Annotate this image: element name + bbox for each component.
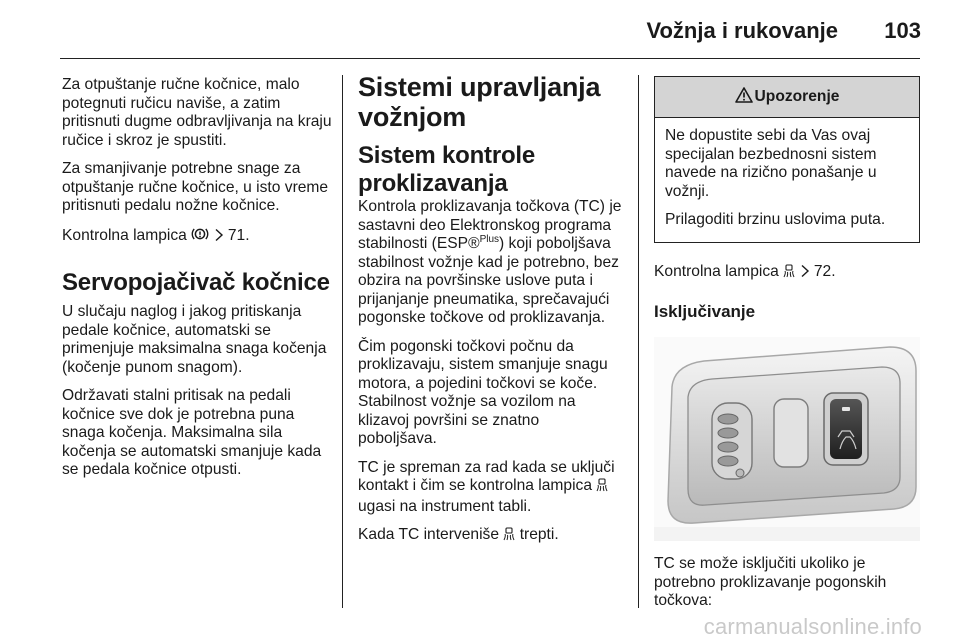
paragraph-tc-deactivate: TC se može isključiti ukoliko je potrebno proklizavanje pogonskih točkova:	[654, 555, 887, 609]
brake-lamp-label: Kontrolna lampica	[62, 226, 187, 244]
section-heading-driving-systems: Sistemi upravljanja vožnjom	[358, 72, 601, 132]
paragraph-release-handbrake: Za otpuštanje ručne kočnice, malo potegnuti ručicu naviše, a zatim pritisnuti dugme odbravljivanja na kraju ručice i skroz je spustiti.	[62, 76, 332, 149]
tc-intervenes-text: Kada TC interveniše	[358, 526, 499, 543]
column-left	[62, 76, 334, 490]
tc-description-text-cont: ) koji poboljšava stabilnost vožnje kad je potrebno, bez obzira na površinske uslove puta i prijanjanje pneumatika, sprečavajući pogonske točkove od proklizavanja.	[358, 235, 619, 326]
esp-plus-superscript: Plus	[479, 233, 500, 245]
tc-lamp-label: Kontrolna lampica	[654, 262, 779, 280]
subsection-heading-deactivation: Isključivanje	[654, 302, 756, 321]
traction-control-lamp-icon	[783, 264, 795, 284]
tc-description-text: Kontrola proklizavanja točkova (TC) je sastavni deo Elektronskog programa stabilnosti (ESP®	[358, 198, 622, 252]
paragraph-reduce-force: Za smanjivanje potrebne snage za otpuštanje ručne kočnice, u isto vreme pritisnuti pedalu nožne kočnice.	[62, 160, 329, 214]
tc-ready-text-cont: ugasi na instrument tabli.	[358, 497, 532, 515]
page-header-title: Vožnja i rukovanje	[646, 18, 838, 43]
warning-text-1: Ne dopustite sebi da Vas ovaj specijalan bezbednosni sistem navede na rizično ponašanje u vožnji.	[665, 127, 877, 200]
paragraph-tc-operation: Čim pogonski točkovi počnu da proklizavaju, sistem smanjuje snagu motora, a pojedini točkovi se koče. Stabilnost vožnje sa vozilom na klizavoj površini se znatno poboljšava.	[358, 337, 608, 447]
traction-control-lamp-icon	[596, 478, 608, 498]
warning-title: Upozorenje	[754, 88, 840, 105]
tc-ready-text: TC je spreman za rad kada se uključi kontakt i čim se kontrolna lampica	[358, 458, 615, 494]
subsection-heading-traction-control: Sistem kontrole proklizavanja	[358, 142, 536, 197]
paragraph-hold-pressure: Održavati stalni pritisak na pedali kočnice sve dok je potrebna puna snaga kočenja. Maksimalna sila kočenja se automatski smanjuje kada se pedala kočnice otpusti.	[62, 387, 322, 478]
warning-header	[655, 77, 919, 118]
paragraph-brake-assist: U slučaju naglog i jakog pritiskanja pedale kočnice, automatski se primenjuje maksimalna snaga kočenja (kočenje punom snagom).	[62, 303, 327, 376]
tc-intervenes-text-cont: trepti.	[519, 526, 559, 543]
warning-box	[654, 76, 920, 243]
paragraph-tc-intervenes	[358, 526, 622, 547]
brake-warning-lamp-icon	[191, 226, 209, 248]
warning-text-2: Prilagoditi brzinu uslovima puta.	[665, 211, 886, 228]
column-middle	[358, 72, 622, 557]
warning-body	[655, 118, 919, 242]
traction-control-lamp-icon	[503, 527, 515, 547]
section-heading-brake-assist: Servopojačivač kočnice	[62, 269, 330, 296]
page-reference-72[interactable]: 72.	[813, 262, 836, 280]
warning-triangle-icon	[735, 87, 753, 108]
header-divider	[60, 58, 920, 59]
page-reference-arrow-icon[interactable]	[800, 264, 810, 284]
paragraph-brake-lamp-ref	[62, 226, 334, 248]
page-reference-71[interactable]: 71.	[227, 226, 250, 244]
paragraph-tc-description	[358, 198, 622, 328]
column-divider-left	[342, 75, 343, 608]
column-right	[654, 76, 920, 621]
column-divider-right	[638, 75, 639, 608]
watermark: carmanualsonline.info	[703, 614, 922, 639]
paragraph-tc-lamp-ref	[654, 263, 920, 284]
page-number: 103	[884, 18, 921, 43]
paragraph-tc-ready	[358, 459, 622, 517]
page-reference-arrow-icon[interactable]	[214, 228, 224, 248]
switch-panel-photo	[654, 337, 920, 541]
